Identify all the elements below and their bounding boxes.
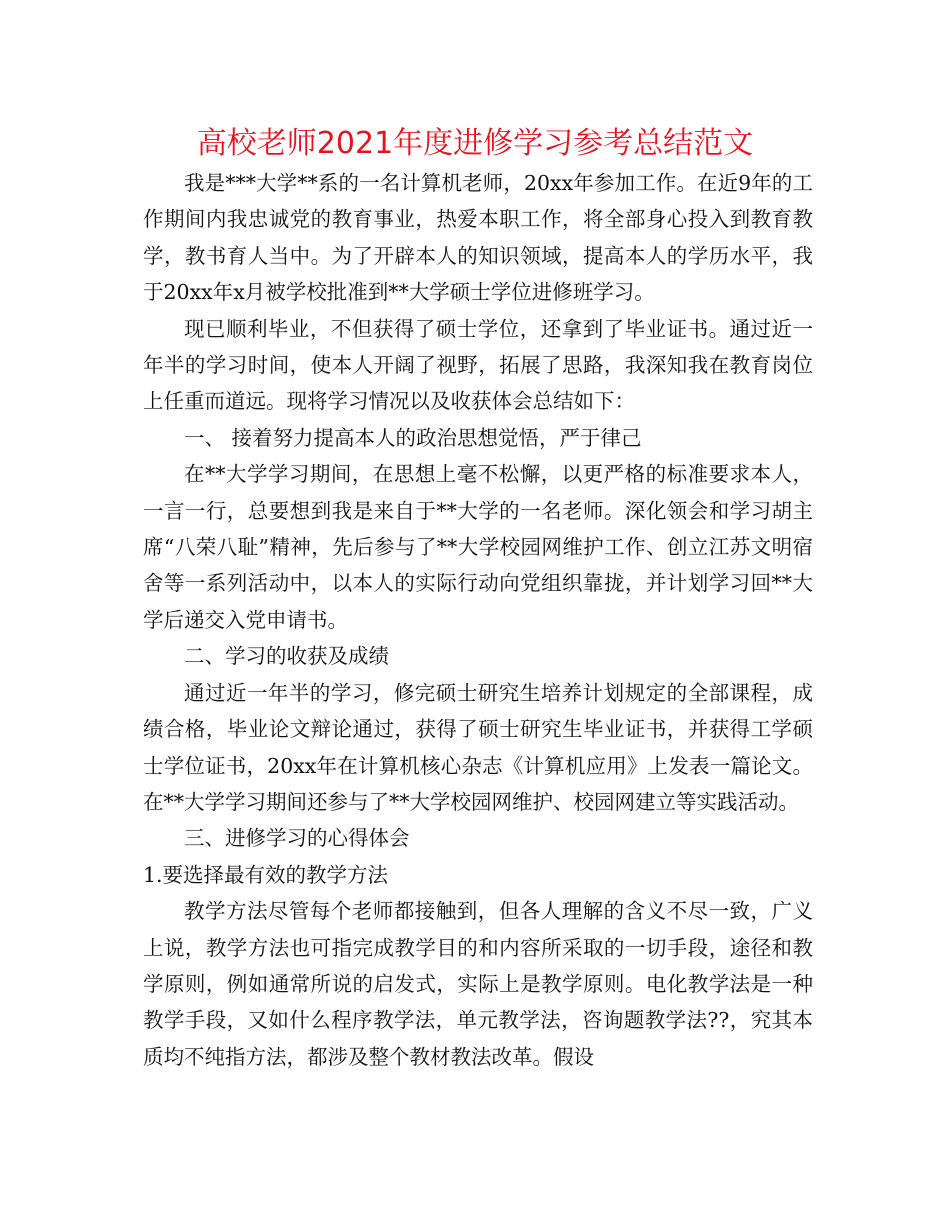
paragraph-teaching-methods: 教学方法尽管每个老师都接触到，但各人理解的含义不尽一致，广义上说，教学方法也可指完成教学目的和内容所采取的一切手段，途径和教学原则，例如通常所说的启发式，实际上是教学原则。电化教学法是一种教学手段，又如什么程序教学法，单元教学法，咨询题教学法??，究其本质均不纯指方法，都涉及整个教材教法改革。假设 (143, 899, 813, 1069)
section-heading-3: 三、进修学习的心得体会 (184, 826, 410, 851)
document-body (143, 165, 813, 1075)
document-title: 高校老师2021年度进修学习参考总结范文 (196, 126, 754, 161)
section-heading-2: 二、学习的收获及成绩 (184, 644, 389, 669)
paragraph-graduation: 现已顺利毕业，不但获得了硕士学位，还拿到了毕业证书。通过近一年半的学习时间，使本人开阔了视野，拓展了思路，我深知我在教育岗位上任重而道远。现将学习情况以及收获体会总结如下： (143, 316, 813, 414)
section-heading-1: 一、 接着努力提高本人的政治思想觉悟，严于律己 (184, 425, 642, 450)
paragraph-intro: 我是***大学**系的一名计算机老师，20xx年参加工作。在近9年的工作期间内我忠诚党的教育事业，热爱本职工作，将全部身心投入到教育教学，教书育人当中。为了开辟本人的知识领域，提高本人的学历水平，我于20xx年x月被学校批准到**大学硕士学位进修班学习。 (143, 171, 813, 305)
paragraph-achievements: 通过近一年半的学习，修完硕士研究生培养计划规定的全部课程，成绩合格，毕业论文辩论通过，获得了硕士研究生毕业证书，并获得工学硕士学位证书，20xx年在计算机核心杂志《计算机应用》上发表一篇论文。在**大学学习期间还参与了**大学校园网维护、校园网建立等实践活动。 (143, 680, 813, 814)
paragraph-politics: 在**大学学习期间，在思想上毫不松懈，以更严格的标准要求本人，一言一行，总要想到我是来自于**大学的一名老师。深化领会和学习胡主席“八荣八耻”精神，先后参与了**大学校园网维护工作、创立江苏文明宿舍等一系列活动中，以本人的实际行动向党组织靠拢，并计划学习回**大学后递交入党申请书。 (143, 462, 813, 632)
subsection-heading-1: 1.要选择最有效的教学方法 (143, 862, 389, 887)
